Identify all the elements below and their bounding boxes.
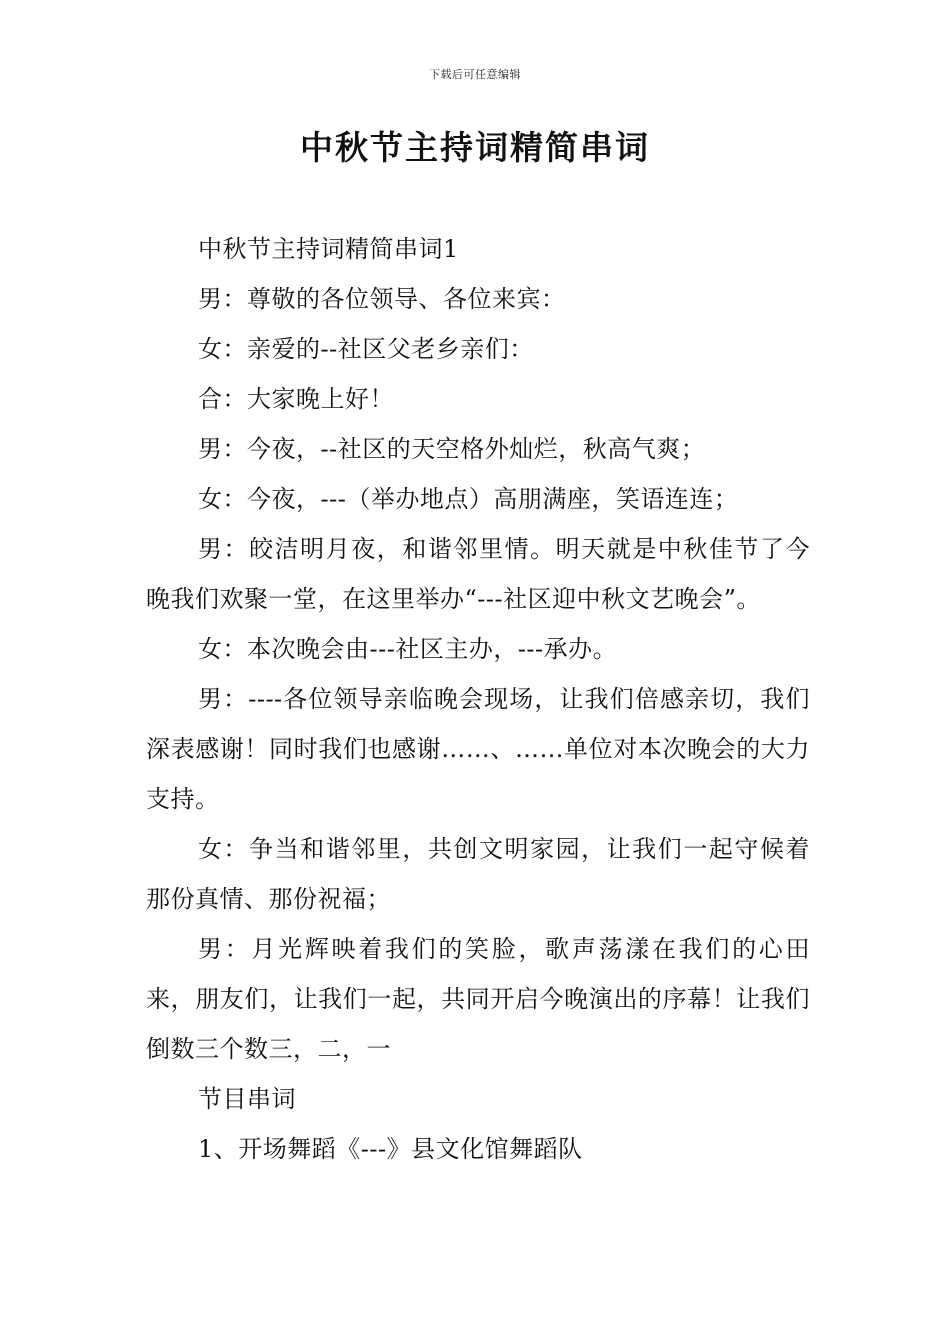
paragraph: 女：本次晚会由---社区主办，---承办。	[198, 635, 618, 663]
paragraph: 1、开场舞蹈《---》县文化馆舞蹈队	[198, 1135, 583, 1163]
paragraph: 男：尊敬的各位领导、各位来宾：	[198, 285, 566, 313]
paragraph: 男：今夜，--社区的天空格外灿烂，秋高气爽；	[198, 435, 706, 463]
paragraph: 男：皎洁明月夜，和谐邻里情。明天就是中秋佳节了今晚我们欢聚一堂，在这里举办“---社区迎中秋文艺晚会”。	[146, 535, 810, 613]
paragraph: 中秋节主持词精简串词1	[198, 235, 459, 263]
document-title: 中秋节主持词精简串词	[300, 128, 650, 167]
paragraph: 合：大家晚上好！	[198, 385, 394, 413]
document-body	[146, 224, 810, 1174]
header-note: 下载后可任意编辑	[429, 68, 521, 81]
paragraph: 男：----各位领导亲临晚会现场，让我们倍感亲切，我们深表感谢！同时我们也感谢……、……单位对本次晚会的大力支持。	[146, 685, 810, 813]
paragraph: 女：亲爱的--社区父老乡亲们：	[198, 335, 534, 363]
paragraph: 男：月光辉映着我们的笑脸，歌声荡漾在我们的心田来，朋友们，让我们一起，共同开启今晚演出的序幕！让我们倒数三个数三，二，一	[146, 935, 810, 1063]
paragraph: 女：争当和谐邻里，共创文明家园，让我们一起守候着那份真情、那份祝福；	[146, 835, 810, 913]
paragraph: 女：今夜，---（举办地点）高朋满座，笑语连连；	[198, 485, 739, 513]
paragraph: 节目串词	[198, 1085, 296, 1113]
